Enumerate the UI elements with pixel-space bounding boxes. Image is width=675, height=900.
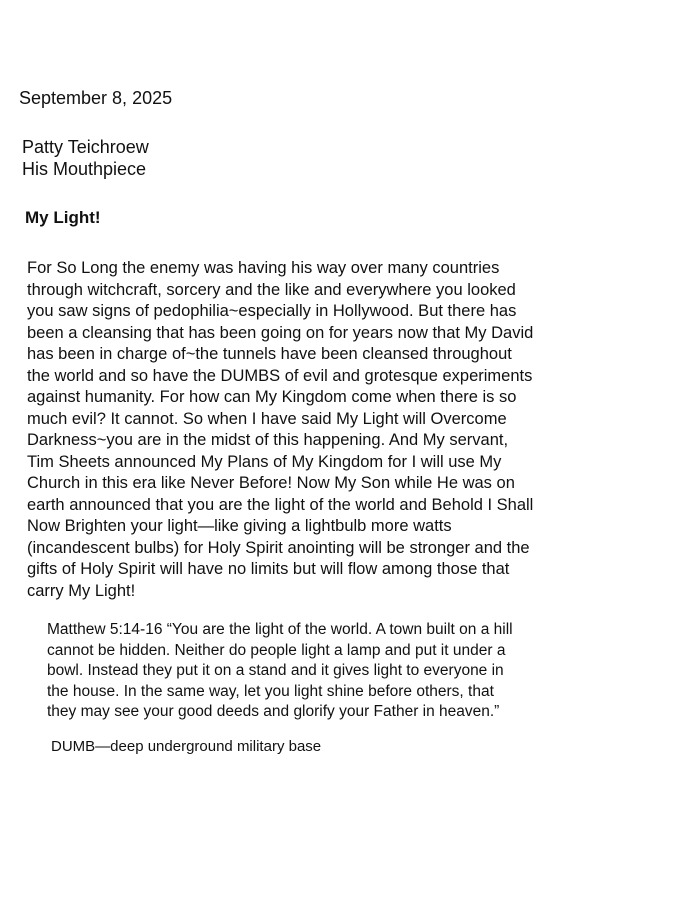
body-line: through witchcraft, sorcery and the like and everywhere you looked — [27, 280, 516, 299]
body-line: Now Brighten your light—like giving a lightbulb more watts — [27, 517, 452, 535]
quote-line: they may see your good deeds and glorify your Father in heaven.” — [47, 703, 500, 720]
body-line: against humanity. For how can My Kingdom come when there is so — [27, 388, 517, 406]
body-line: Darkness~you are in the midst of this happening. And My servant, — [27, 431, 509, 449]
author-block — [22, 136, 149, 180]
body-line: been a cleansing that has been going on for years now that My David — [27, 323, 534, 342]
body-line: Tim Sheets announced My Plans of My Kingdom for I will use My — [27, 452, 502, 471]
body-line: Church in this era like Never Before! Now My Son while He was on — [27, 474, 515, 492]
body-line: has been in charge of~the tunnels have been cleansed throughout — [27, 345, 512, 363]
author-role: His Mouthpiece — [22, 159, 147, 179]
quote-line: Matthew 5:14-16 “You are the light of the world. A town built on a hill — [47, 621, 513, 638]
body-paragraph — [27, 258, 637, 602]
body-line: earth announced that you are the light of the world and Behold I Shall — [27, 495, 534, 514]
body-line: the world and so have the DUMBS of evil and grotesque experiments — [27, 366, 533, 385]
body-line: gifts of Holy Spirit will have no limits but will flow among those that — [27, 560, 510, 578]
scripture-quote — [47, 620, 637, 723]
quote-line: bowl. Instead they put it on a stand and it gives light to everyone in — [47, 662, 504, 679]
body-line: much evil? It cannot. So when I have said My Light will Overcome — [27, 409, 507, 428]
body-line: For So Long the enemy was having his way over many countries — [27, 259, 500, 277]
body-line: carry My Light! — [27, 581, 136, 600]
author-name: Patty Teichroew — [22, 137, 149, 157]
document-title: My Light! — [25, 208, 101, 227]
quote-line: cannot be hidden. Neither do people light a lamp and put it under a — [47, 641, 506, 659]
quote-line: the house. In the same way, let you light shine before others, that — [47, 682, 494, 700]
footnote: DUMB—deep underground military base — [51, 738, 322, 755]
document-date: September 8, 2025 — [19, 88, 173, 108]
body-line: you saw signs of pedophilia~especially in Hollywood. But there has — [27, 302, 517, 320]
body-line: (incandescent bulbs) for Holy Spirit anointing will be stronger and the — [27, 538, 530, 557]
